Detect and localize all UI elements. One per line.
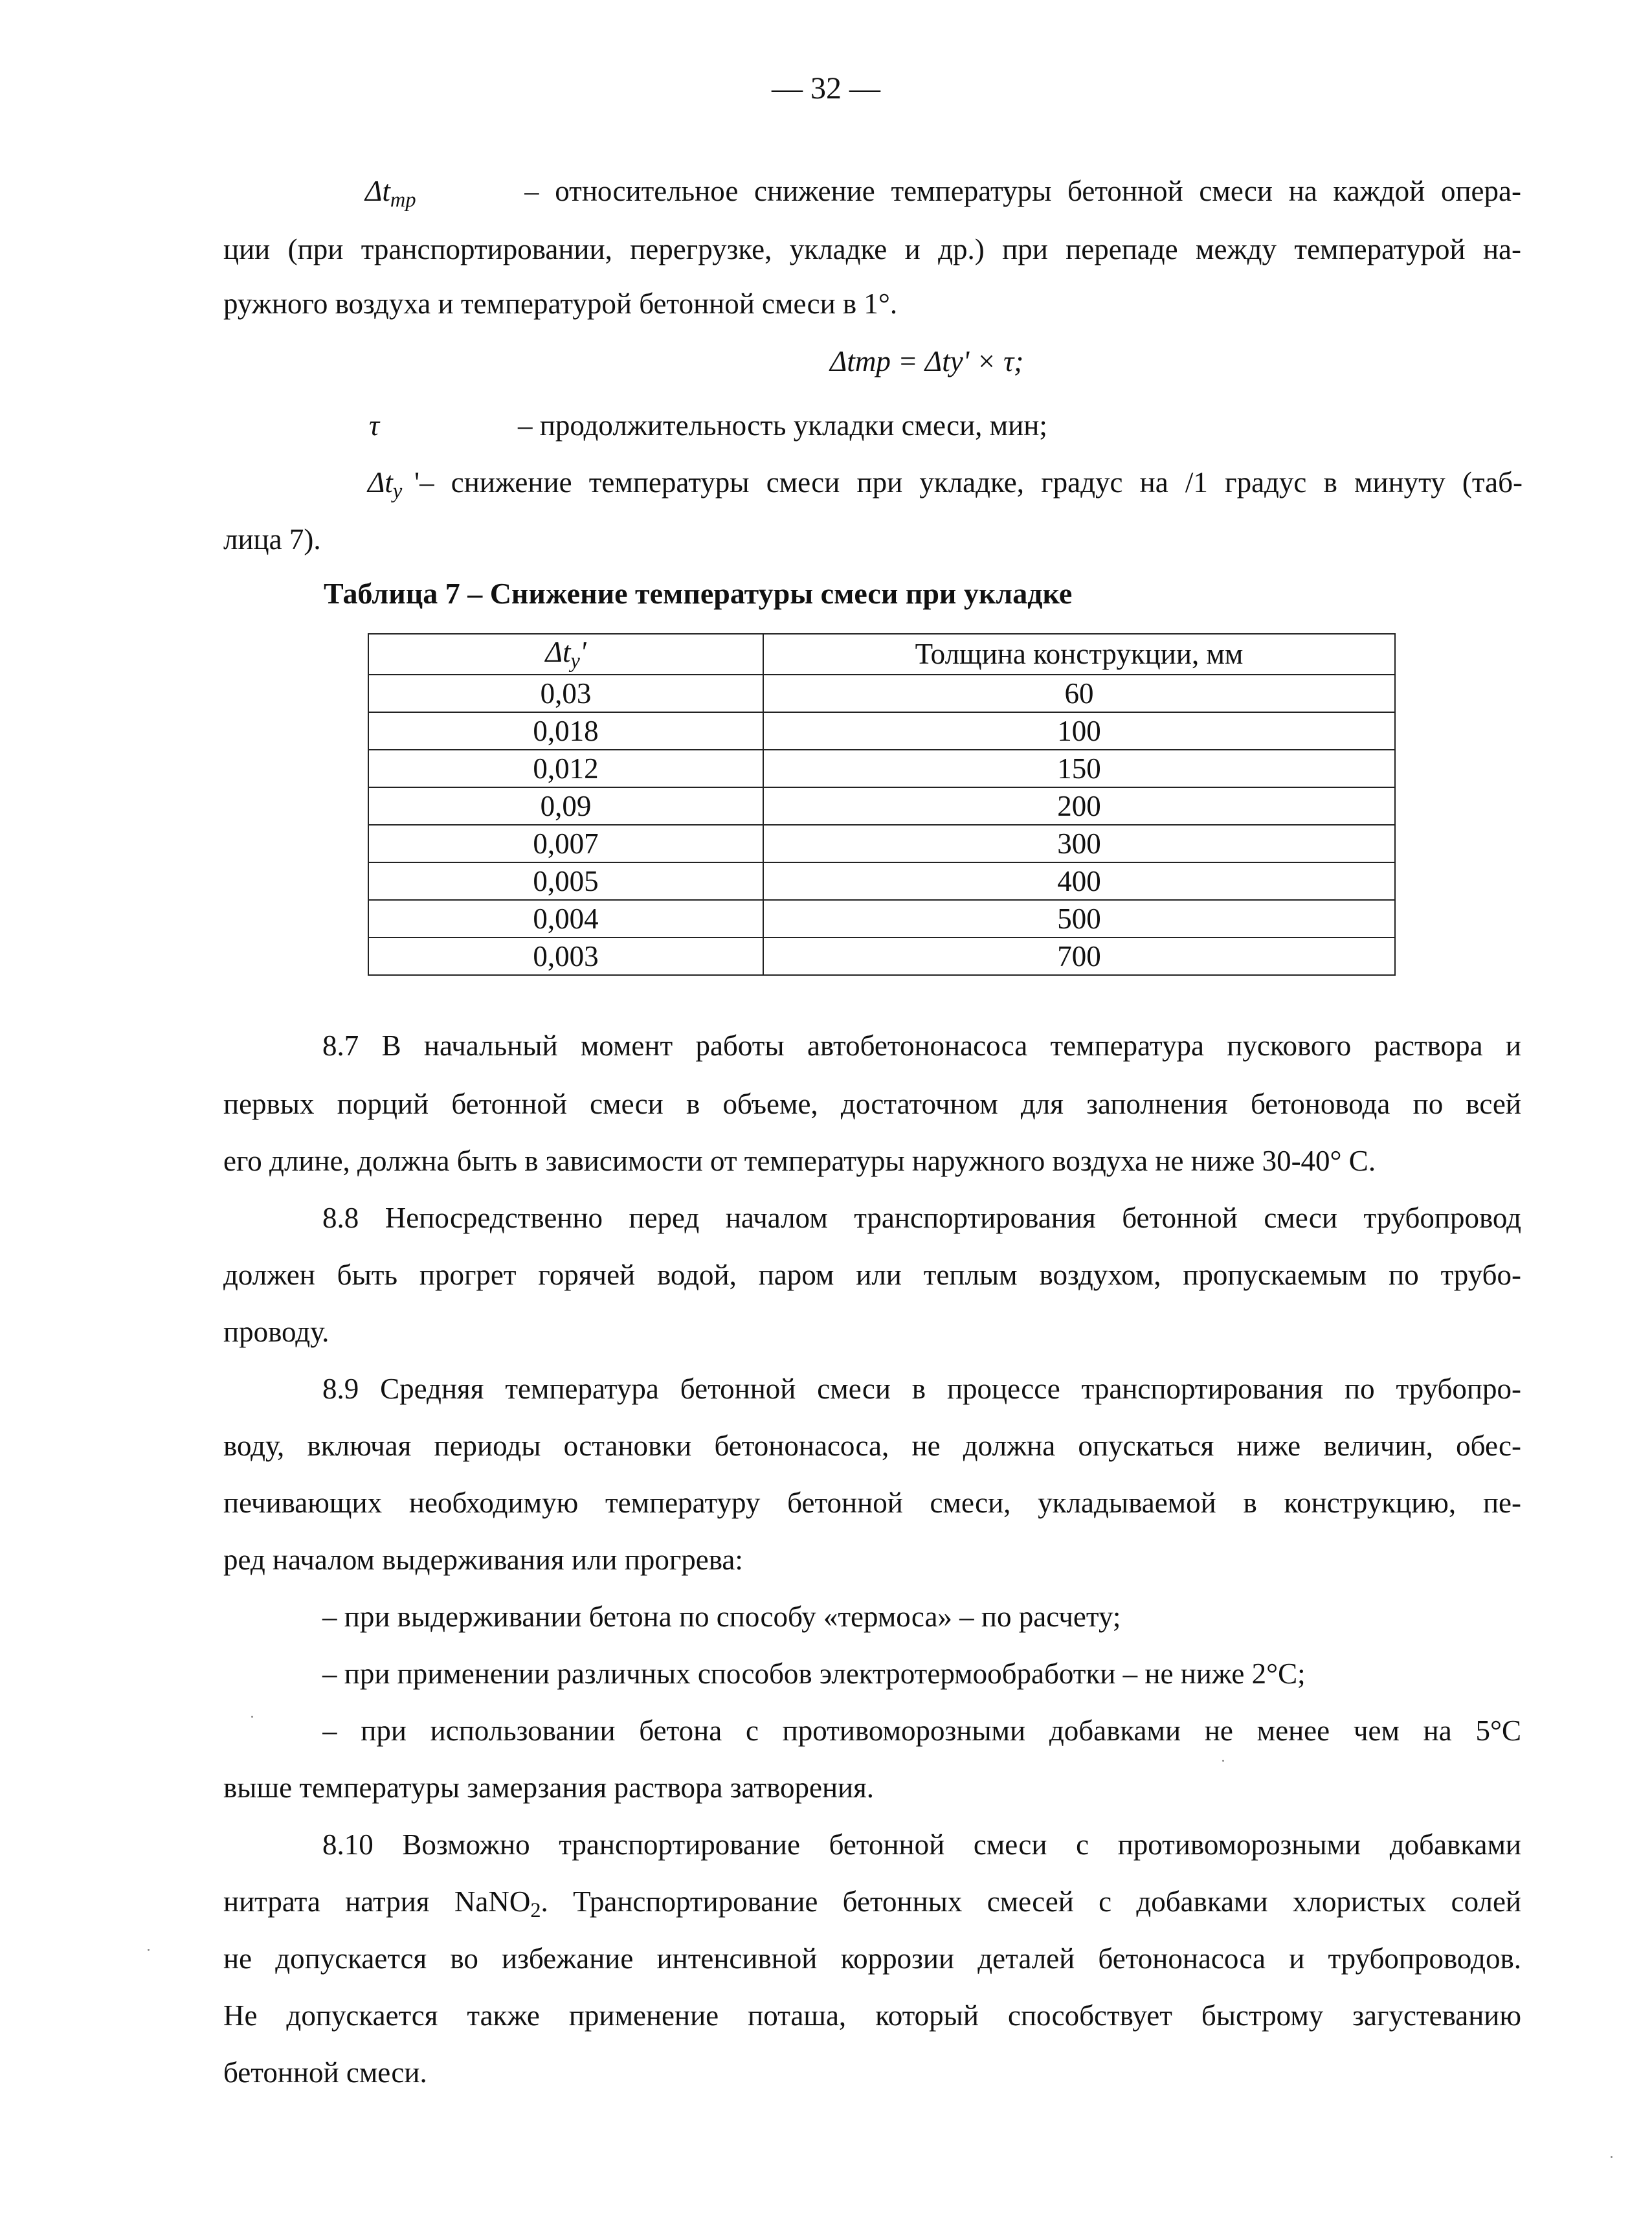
cell-dty: 0,003 xyxy=(368,938,763,975)
scan-speck xyxy=(1611,2156,1613,2158)
header-dty xyxy=(368,634,763,675)
paragraph-8-7-line-3: его длине, должна быть в зависимости от температуры наружного воздуха не ниже 30-40° С. xyxy=(223,1145,1376,1177)
paragraph-8-9-line-4: ред началом выдерживания или прогрева: xyxy=(223,1544,743,1576)
header-thickness: Толщина конструкции, мм xyxy=(763,634,1395,675)
tau-var: τ xyxy=(369,409,380,442)
cell-dty: 0,018 xyxy=(368,712,763,750)
cell-dty: 0,004 xyxy=(368,900,763,938)
dt-tr-definition-line-3: ружного воздуха и температурой бетонной смеси в 1°. xyxy=(223,287,898,320)
cell-thickness: 150 xyxy=(763,750,1395,787)
paragraph-8-10-line-2 xyxy=(223,1884,1521,1923)
cell-thickness: 700 xyxy=(763,938,1395,975)
cell-dty: 0,09 xyxy=(368,787,763,825)
header-dty-symbol: Δt xyxy=(545,636,571,668)
scan-speck xyxy=(251,1716,253,1718)
tau-definition: – продолжительность укладки смеси, мин; xyxy=(518,409,1047,442)
paragraph-8-9-line-3: печивающих необходимую температуру бетонной смеси, укладываемой в конструкцию, пе- xyxy=(223,1487,1521,1519)
table-row xyxy=(368,900,1395,938)
cell-dty: 0,012 xyxy=(368,750,763,787)
cell-thickness: 60 xyxy=(763,675,1395,712)
paragraph-8-8-line-2: должен быть прогрет горячей водой, паром или теплым воздухом, пропускаемым по трубо- xyxy=(223,1259,1521,1291)
dty-symbol xyxy=(368,465,402,504)
table-row xyxy=(368,938,1395,975)
formula-dt-tr: Δtтр = Δty' × τ; xyxy=(830,345,1024,377)
table-title: Таблица 7 – Снижение температуры смеси при укладке xyxy=(324,577,1073,610)
dt-tr-definition-line-1: – относительное снижение температуры бетонной смеси на каждой опера- xyxy=(524,175,1521,207)
table-row xyxy=(368,787,1395,825)
dt-tr-definition-line-2: ции (при транспортировании, перегрузке, укладке и др.) при перепаде между температурой на- xyxy=(223,233,1521,265)
cell-thickness: 200 xyxy=(763,787,1395,825)
paragraph-8-7-line-2: первых порций бетонной смеси в объеме, достаточном для заполнения бетоновода по всей xyxy=(223,1088,1521,1120)
cell-dty: 0,005 xyxy=(368,862,763,900)
dty-definition-line-2: лица 7). xyxy=(223,523,321,556)
cell-dty: 0,007 xyxy=(368,825,763,862)
header-dty-prime: ' xyxy=(579,636,586,668)
table-header-row xyxy=(368,634,1395,675)
dt-tr-symbol xyxy=(365,174,416,213)
cell-thickness: 400 xyxy=(763,862,1395,900)
page-number: — 32 — xyxy=(772,71,880,106)
tau-symbol xyxy=(369,408,379,443)
paragraph-8-10-line-3: не допускается во избежание интенсивной коррозии деталей бетононасоса и трубопроводов. xyxy=(223,1942,1521,1975)
table-row xyxy=(368,675,1395,712)
paragraph-8-9-line-2: воду, включая периоды остановки бетононасоса, не должна опускаться ниже величин, обес- xyxy=(223,1430,1521,1462)
paragraph-8-10-line-4: Не допускается также применение поташа, который способствует быстрому загустеванию xyxy=(223,1999,1521,2032)
temperature-drop-table xyxy=(368,633,1396,976)
cell-thickness: 100 xyxy=(763,712,1395,750)
dty-definition-line-1: '– снижение температуры смеси при укладке, градус на /1 градус в минуту (таб- xyxy=(414,466,1523,499)
cell-thickness: 500 xyxy=(763,900,1395,938)
paragraph-8-8-line-3: проводу. xyxy=(223,1316,329,1348)
cell-thickness: 300 xyxy=(763,825,1395,862)
dt-tr-var: Δt xyxy=(365,175,390,207)
bullet-antifreeze-line-2: выше температуры замерзания раствора затворения. xyxy=(223,1771,875,1804)
sodium-nitrite-subscript: 2 xyxy=(530,1899,541,1923)
table-row xyxy=(368,712,1395,750)
paragraph-8-10-line-5: бетонной смеси. xyxy=(223,2056,427,2089)
scan-speck xyxy=(1222,1760,1224,1762)
paragraph-8-9-line-1: 8.9 Средняя температура бетонной смеси в процессе транспортирования по трубопро- xyxy=(322,1373,1521,1405)
scan-speck xyxy=(148,1949,150,1951)
table-row xyxy=(368,862,1395,900)
bullet-antifreeze-line-1: – при использовании бетона с противоморозными добавками не менее чем на 5°С xyxy=(322,1714,1521,1747)
bullet-electrothermal: – при применении различных способов электротермообработки – не ниже 2°С; xyxy=(322,1657,1306,1690)
table-row xyxy=(368,750,1395,787)
dty-subscript: y xyxy=(392,480,403,504)
header-dty-sub: y xyxy=(570,649,580,673)
table-row xyxy=(368,825,1395,862)
dt-tr-subscript: тр xyxy=(390,188,416,212)
sodium-nitrite-post: . Транспортирование бетонных смесей с добавками хлористых солей xyxy=(541,1885,1521,1918)
dty-var: Δt xyxy=(368,466,393,499)
paragraph-8-8-line-1: 8.8 Непосредственно перед началом транспортирования бетонной смеси трубопровод xyxy=(322,1202,1521,1234)
paragraph-8-10-line-1: 8.10 Возможно транспортирование бетонной смеси с противоморозными добавками xyxy=(322,1828,1521,1861)
sodium-nitrite-pre: нитрата натрия NaNO xyxy=(223,1885,531,1918)
bullet-thermos: – при выдерживании бетона по способу «термоса» – по расчету; xyxy=(322,1600,1121,1633)
paragraph-8-7-line-1: 8.7 В начальный момент работы автобетононасоса температура пускового раствора и xyxy=(322,1029,1521,1062)
cell-dty: 0,03 xyxy=(368,675,763,712)
